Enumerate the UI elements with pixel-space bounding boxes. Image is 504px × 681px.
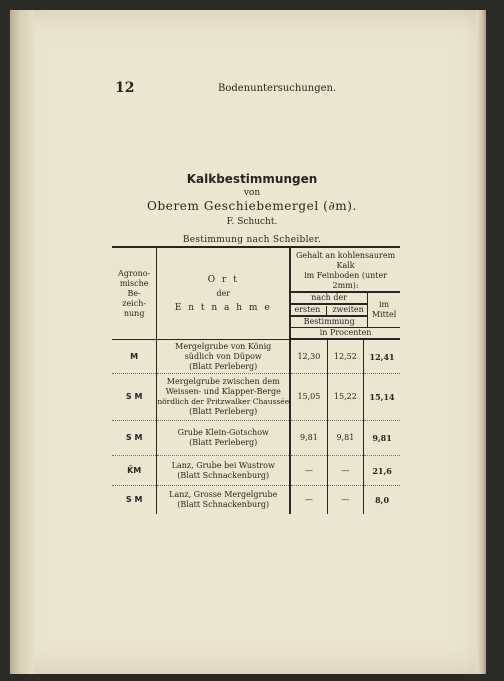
table-row — [112, 456, 400, 486]
second-value: 9,81 — [327, 421, 363, 456]
agro-code: K̄M — [112, 456, 157, 486]
location-line: Lanz, Grube bei Wustrow — [171, 460, 275, 470]
location-line: Weissen- und Klapper-Berge — [165, 387, 281, 396]
table-header-row — [112, 247, 400, 340]
location-cell — [157, 340, 290, 374]
mean-value: 9,81 — [364, 421, 400, 456]
location-line: (Blatt Perleberg) — [189, 438, 258, 447]
first-value: 12,30 — [290, 340, 327, 374]
mean-value: 15,14 — [364, 374, 400, 421]
location-line: Grube Klein-Gotschow — [177, 428, 269, 437]
location-line: Mergelgrube von König — [175, 341, 272, 351]
ersten-zweiten-label — [291, 304, 368, 316]
header-line: Mittel — [371, 310, 397, 319]
header-line: Gehalt an kohlensaurem Kalk — [295, 251, 396, 270]
author: F. Schucht. — [226, 217, 278, 227]
zweiten-label: zweiten — [332, 305, 364, 314]
agro-code: S M — [112, 374, 157, 421]
location-line: nördlich der Pritzwalker Chaussée — [157, 397, 290, 406]
divider — [326, 306, 327, 315]
location-line: (Blatt Perleberg) — [189, 361, 258, 371]
page-edge — [476, 10, 486, 674]
method-caption: Bestimmung nach Scheibler. — [182, 235, 322, 245]
table-row — [112, 421, 400, 456]
lime-table — [112, 246, 400, 514]
header-line: Be- — [127, 288, 141, 298]
location-line: südlich von Düpow — [184, 351, 262, 361]
mean-value: 8,0 — [375, 495, 390, 505]
header-line: O r t — [207, 274, 239, 285]
header-line: nung — [123, 308, 145, 318]
mean-value: 12,41 — [364, 340, 400, 374]
bestimmung-label: Bestimmung — [291, 316, 368, 328]
location-cell — [157, 374, 290, 421]
location-line: Lanz, Grosse Mergelgrube — [169, 490, 278, 499]
table-row — [112, 486, 400, 515]
first-value: 9,81 — [290, 421, 327, 456]
header-line: Agrono- — [118, 268, 151, 278]
section-title: Kalkbestimmungen — [186, 172, 318, 186]
header-line: mische — [119, 278, 149, 288]
table-row — [112, 374, 400, 421]
location-line: (Blatt Perleberg) — [189, 407, 258, 416]
im-mittel-header — [368, 292, 400, 328]
mean-value: 21,6 — [364, 456, 400, 486]
page-number: 12 — [115, 80, 135, 96]
second-value: — — [327, 486, 363, 515]
location-line: Mergelgrube zwischen dem — [166, 377, 280, 386]
header-line: E n t n a h m e — [174, 302, 272, 313]
location-cell — [157, 421, 290, 456]
header-agronomische-bezeichnung — [112, 247, 157, 340]
second-value: — — [327, 456, 363, 486]
ersten-label: ersten — [294, 305, 321, 314]
location-cell — [157, 486, 290, 515]
header-line: im Feinboden (unter 2mm): — [304, 271, 388, 290]
nach-der-label: nach der — [291, 292, 368, 304]
second-value: 12,52 — [327, 340, 363, 374]
in-procenten-label: in Procenten — [291, 328, 400, 339]
header-line: zeich- — [122, 298, 147, 308]
first-value: — — [290, 486, 327, 515]
agro-code: M — [112, 340, 157, 374]
table-row — [112, 340, 400, 374]
section-subtitle: Oberem Geschiebemergel (∂m). — [147, 199, 357, 213]
agro-code: S M — [112, 421, 157, 456]
title-connector: von — [243, 188, 261, 198]
gehalt-subheader — [291, 291, 400, 339]
agro-code: S M — [112, 486, 157, 515]
header-gehalt — [290, 247, 400, 340]
running-head: Bodenuntersuchungen. — [218, 83, 337, 94]
location-line: (Blatt Schnackenburg) — [177, 470, 270, 480]
first-value: — — [290, 456, 327, 486]
header-ort-der-entnahme — [157, 247, 290, 340]
page-binding — [10, 10, 34, 674]
location-line: (Blatt Schnackenburg) — [177, 500, 270, 509]
location-cell — [157, 456, 290, 486]
header-line: im — [379, 300, 390, 309]
header-line: der — [216, 288, 231, 298]
first-value: 15,05 — [290, 374, 327, 421]
second-value: 15,22 — [327, 374, 363, 421]
